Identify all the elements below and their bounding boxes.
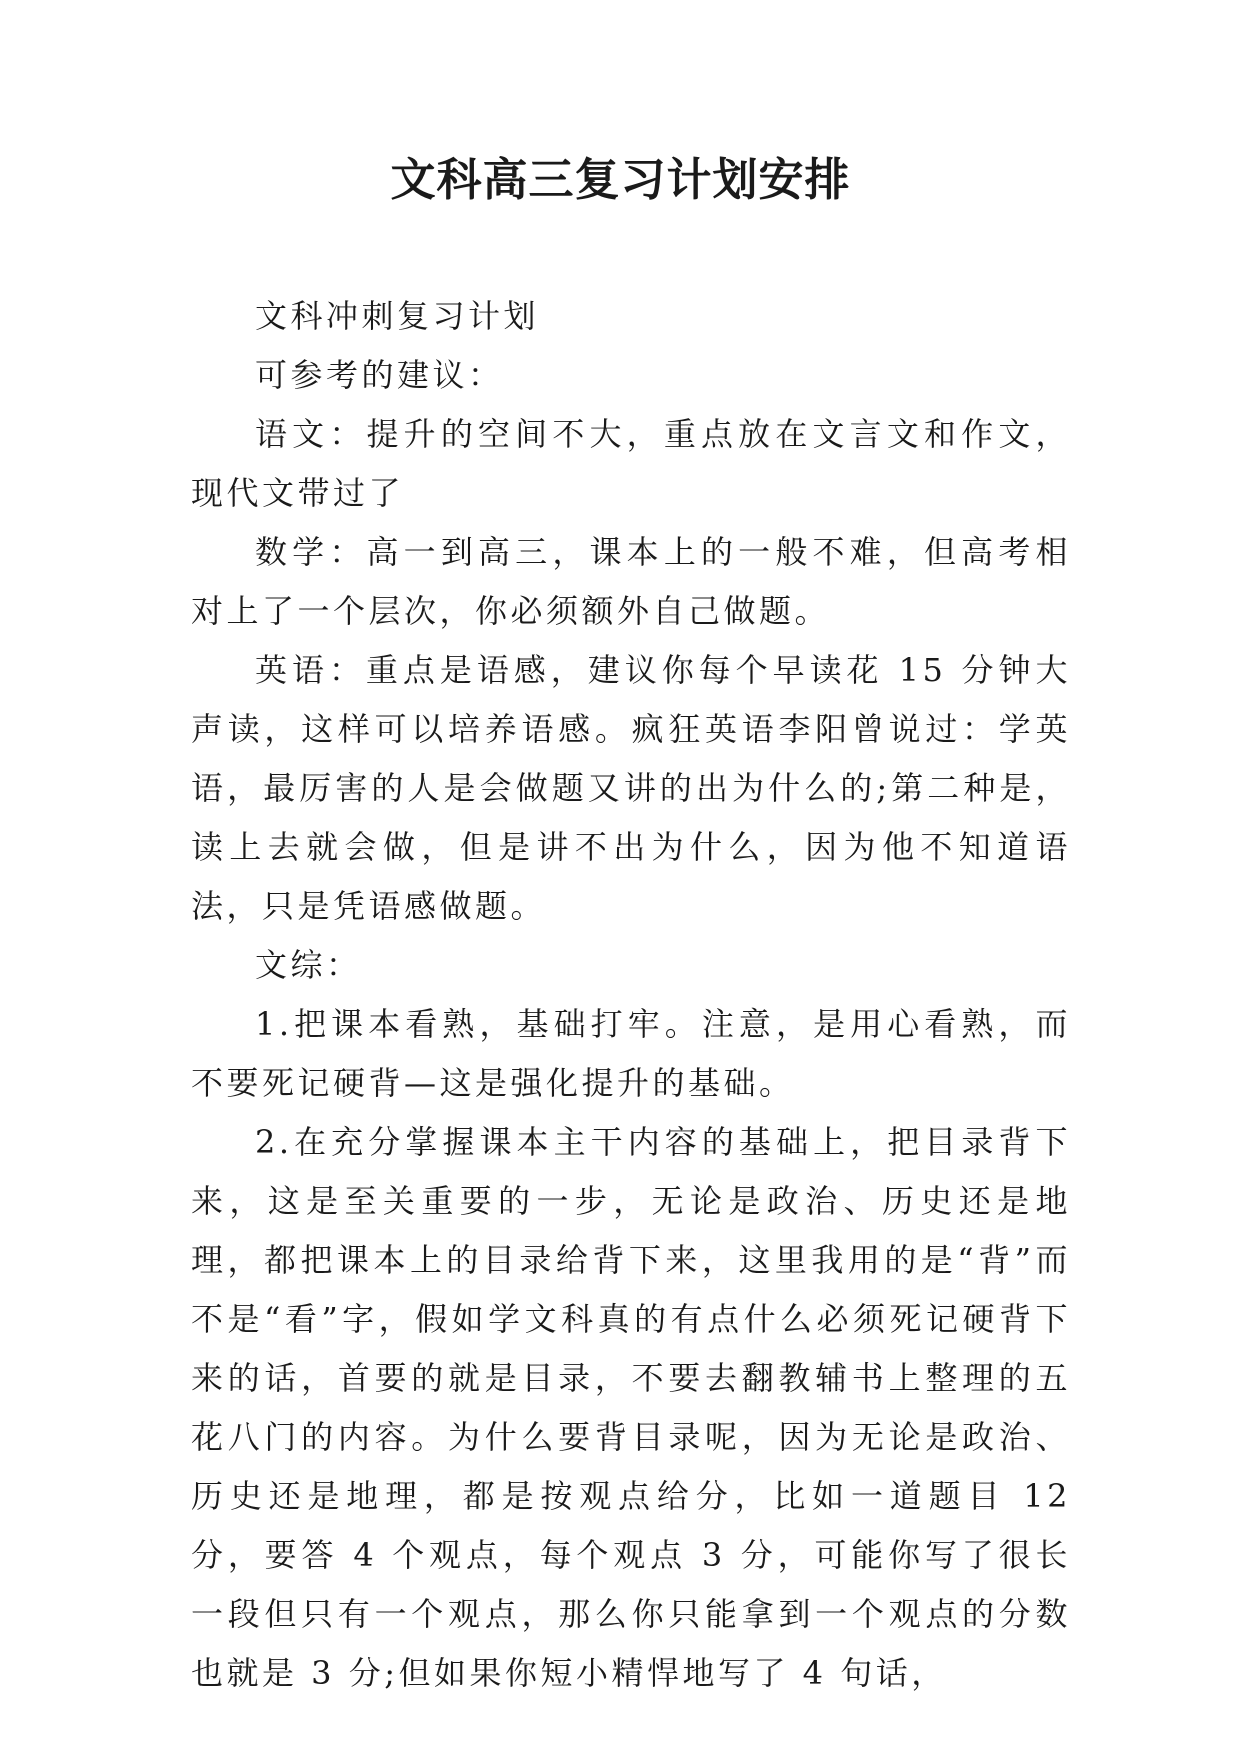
- paragraph-liberal-arts: 文综：: [255, 946, 362, 984]
- paragraph-heading: 文科冲刺复习计划: [255, 297, 540, 335]
- paragraph-math: 数学：高一到高三，课本上的一般不难，但高考相对上了一个层次，你必须额外自己做题。: [191, 533, 1071, 630]
- paragraph-point-2: 2.在充分掌握课本主干内容的基础上，把目录背下来，这是至关重要的一步，无论是政治、历史还是地理，都把课本上的目录给背下来，这里我用的是“背”而不是“看”字，假如学文科真的有点什么必须死记硬背下来的话，首要的就是目录，不要去翻教辅书上整理的五花八门的内容。为什么要背目录呢，因为无论是政治、历史还是地理，都是按观点给分，比如一道题目 12 分，要答 4 个观点，每个观点 3 分，可能你写了很长一段但只有一个观点，那么你只能拿到一个观点的分数也就是 3 分;但如果你短小精悍地写了 4 句话，: [191, 1123, 1071, 1692]
- paragraph-english: 英语：重点是语感，建议你每个早读花 15 分钟大声读，这样可以培养语感。疯狂英语李阳曾说过：学英语，最厉害的人是会做题又讲的出为什么的;第二种是，读上去就会做，但是讲不出为什么，因为他不知道语法，只是凭语感做题。: [191, 651, 1071, 925]
- paragraph-chinese: 语文：提升的空间不大，重点放在文言文和作文，现代文带过了: [191, 415, 1071, 512]
- paragraph-point-1: 1.把课本看熟，基础打牢。注意，是用心看熟，而不要死记硬背—这是强化提升的基础。: [191, 1005, 1071, 1102]
- document-body: [191, 287, 1071, 1703]
- document-title: 文科高三复习计划安排: [390, 153, 851, 206]
- paragraph-suggestions-intro: 可参考的建议：: [255, 356, 504, 394]
